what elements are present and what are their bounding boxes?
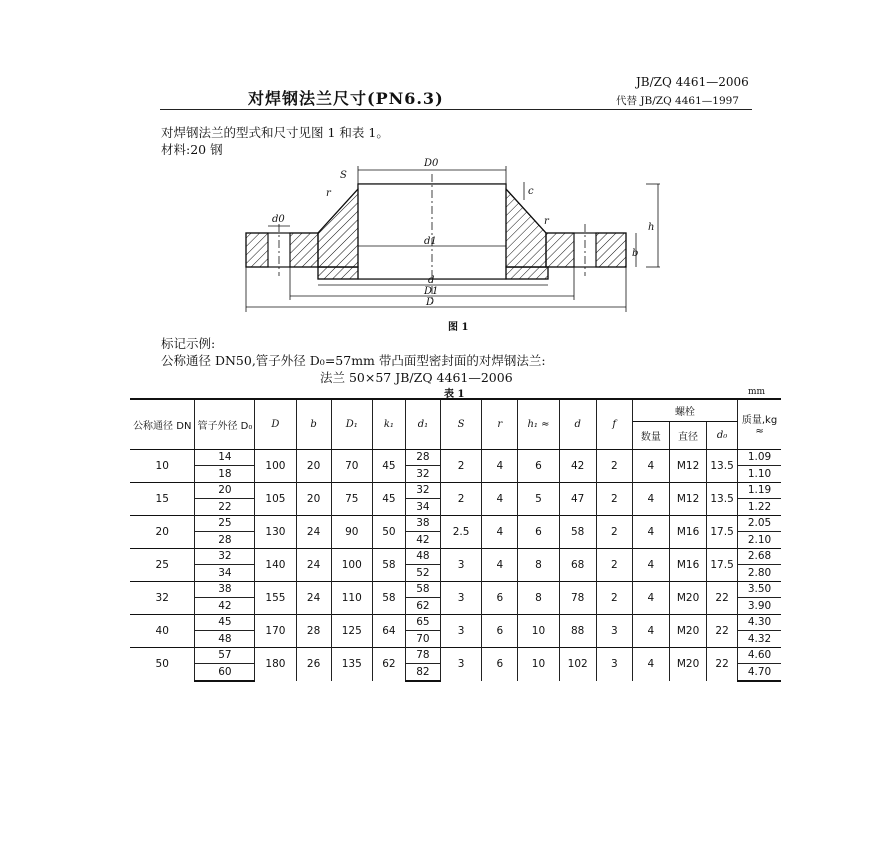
cell-pipe-od: 38 <box>195 581 255 598</box>
cell-pipe-od: 34 <box>195 565 255 582</box>
cell-bolt-count: 4 <box>632 548 669 581</box>
cell-dn: 32 <box>130 581 195 614</box>
label-D: D <box>426 297 435 308</box>
cell-r: 6 <box>482 614 518 647</box>
cell-k1: 58 <box>372 581 405 614</box>
cell-b: 26 <box>296 647 331 681</box>
table-row <box>130 515 781 532</box>
header-r: r <box>482 399 518 449</box>
header-d: d <box>559 399 596 449</box>
cell-pipe-od: 18 <box>195 466 255 483</box>
cell-bolt-count: 4 <box>632 449 669 482</box>
cell-d: 88 <box>559 614 596 647</box>
cell-k1: 45 <box>372 482 405 515</box>
cell-mass: 2.80 <box>738 565 781 582</box>
cell-dn: 15 <box>130 482 195 515</box>
cell-d1: 62 <box>405 598 440 615</box>
cell-d1: 32 <box>405 466 440 483</box>
cell-D: 100 <box>255 449 296 482</box>
table-row <box>130 581 781 598</box>
header-S: S <box>440 399 481 449</box>
cell-d: 47 <box>559 482 596 515</box>
cell-pipe-od: 28 <box>195 532 255 549</box>
label-d1: d1 <box>424 236 437 247</box>
marking-example: 公称通径 DN50,管子外径 D₀=57mm 带凸面型密封面的对焊钢法兰: <box>161 353 546 368</box>
cell-k1: 62 <box>372 647 405 681</box>
cell-bolt-count: 4 <box>632 482 669 515</box>
label-d0: d0 <box>272 214 285 225</box>
cell-pipe-od: 14 <box>195 449 255 466</box>
cell-D1: 75 <box>331 482 372 515</box>
cell-pipe-od: 20 <box>195 482 255 499</box>
header-D: D <box>255 399 296 449</box>
cell-f: 3 <box>596 614 632 647</box>
standard-number: JB/ZQ 4461—2006 <box>636 75 749 89</box>
cell-mass: 4.30 <box>738 614 781 631</box>
cell-pipe-od: 22 <box>195 499 255 516</box>
cell-bolt-count: 4 <box>632 515 669 548</box>
cell-r: 4 <box>482 515 518 548</box>
cell-D: 155 <box>255 581 296 614</box>
table-row <box>130 647 781 664</box>
cell-f: 2 <box>596 548 632 581</box>
cell-d: 58 <box>559 515 596 548</box>
flange-drawing <box>228 154 655 316</box>
cell-bolt-d0: 17.5 <box>707 548 738 581</box>
cell-S: 3 <box>440 548 481 581</box>
cell-r: 4 <box>482 449 518 482</box>
header-bolt-count: 数量 <box>632 421 669 449</box>
cell-dn: 20 <box>130 515 195 548</box>
cell-k1: 64 <box>372 614 405 647</box>
cell-f: 2 <box>596 449 632 482</box>
cell-h1: 5 <box>518 482 559 515</box>
cell-b: 24 <box>296 515 331 548</box>
cell-d1: 65 <box>405 614 440 631</box>
label-r-left: r <box>326 188 331 199</box>
dimension-table <box>130 398 781 682</box>
cell-D1: 135 <box>331 647 372 681</box>
cell-mass: 2.05 <box>738 515 781 532</box>
header-d1: d₁ <box>405 399 440 449</box>
marking-heading: 标记示例: <box>161 336 216 351</box>
cell-dn: 25 <box>130 548 195 581</box>
table-unit: mm <box>748 387 766 397</box>
cell-D1: 125 <box>331 614 372 647</box>
table-row <box>130 548 781 565</box>
cell-d: 102 <box>559 647 596 681</box>
header-bolt: 螺栓 <box>632 399 737 421</box>
cell-bolt-dia: M20 <box>669 581 706 614</box>
header-rule <box>160 109 752 110</box>
cell-mass: 2.68 <box>738 548 781 565</box>
label-b: b <box>632 248 639 259</box>
cell-pipe-od: 57 <box>195 647 255 664</box>
cell-mass: 4.70 <box>738 664 781 681</box>
cell-f: 3 <box>596 647 632 681</box>
cell-d: 78 <box>559 581 596 614</box>
cell-D1: 100 <box>331 548 372 581</box>
cell-pipe-od: 48 <box>195 631 255 648</box>
cell-D: 170 <box>255 614 296 647</box>
cell-pipe-od: 42 <box>195 598 255 615</box>
cell-D1: 70 <box>331 449 372 482</box>
cell-bolt-d0: 22 <box>707 647 738 681</box>
cell-d1: 52 <box>405 565 440 582</box>
header-bolt-dia: 直径 <box>669 421 706 449</box>
cell-d1: 82 <box>405 664 440 681</box>
cell-mass: 1.22 <box>738 499 781 516</box>
header-dn: 公称通径 DN <box>130 399 195 449</box>
cell-mass: 4.60 <box>738 647 781 664</box>
material-text: 材料:20 钢 <box>161 142 223 157</box>
header-pipe-od: 管子外径 D₀ <box>195 399 255 449</box>
label-c: c <box>528 186 534 197</box>
cell-r: 6 <box>482 647 518 681</box>
cell-bolt-dia: M20 <box>669 647 706 681</box>
cell-D1: 90 <box>331 515 372 548</box>
intro-text: 对焊钢法兰的型式和尺寸见图 1 和表 1。 <box>161 125 389 140</box>
cell-k1: 45 <box>372 449 405 482</box>
cell-d1: 38 <box>405 515 440 532</box>
header-mass: 质量,kg ≈ <box>738 399 781 449</box>
cell-d1: 34 <box>405 499 440 516</box>
cell-S: 2.5 <box>440 515 481 548</box>
cell-d1: 78 <box>405 647 440 664</box>
cell-bolt-d0: 22 <box>707 614 738 647</box>
cell-h1: 10 <box>518 647 559 681</box>
cell-d1: 32 <box>405 482 440 499</box>
cell-bolt-dia: M20 <box>669 614 706 647</box>
header-b: b <box>296 399 331 449</box>
cell-mass: 3.50 <box>738 581 781 598</box>
cell-d1: 70 <box>405 631 440 648</box>
table-row <box>130 614 781 631</box>
cell-d1: 42 <box>405 532 440 549</box>
cell-pipe-od: 60 <box>195 664 255 681</box>
cell-dn: 50 <box>130 647 195 681</box>
cell-D: 130 <box>255 515 296 548</box>
cell-h1: 6 <box>518 515 559 548</box>
header-k1: k₁ <box>372 399 405 449</box>
cell-mass: 4.32 <box>738 631 781 648</box>
figure-caption: 图 1 <box>448 322 469 333</box>
header-D1: D₁ <box>331 399 372 449</box>
marking-designation: 法兰 50×57 JB/ZQ 4461—2006 <box>320 370 513 385</box>
page-title: 对焊钢法兰尺寸(PN6.3) <box>248 89 444 108</box>
replaces-standard: 代替 JB/ZQ 4461—1997 <box>616 95 739 107</box>
cell-mass: 1.19 <box>738 482 781 499</box>
cell-mass: 1.09 <box>738 449 781 466</box>
table-row <box>130 482 781 499</box>
label-r-right: r <box>544 216 549 227</box>
cell-r: 4 <box>482 548 518 581</box>
cell-h1: 8 <box>518 548 559 581</box>
cell-k1: 50 <box>372 515 405 548</box>
label-D1: D1 <box>424 286 439 297</box>
table-row <box>130 449 781 466</box>
cell-D: 180 <box>255 647 296 681</box>
cell-bolt-dia: M16 <box>669 548 706 581</box>
cell-bolt-d0: 17.5 <box>707 515 738 548</box>
cell-bolt-count: 4 <box>632 647 669 681</box>
cell-pipe-od: 45 <box>195 614 255 631</box>
cell-b: 24 <box>296 581 331 614</box>
cell-dn: 40 <box>130 614 195 647</box>
cell-h1: 8 <box>518 581 559 614</box>
cell-bolt-dia: M16 <box>669 515 706 548</box>
header-h1: h₁ ≈ <box>518 399 559 449</box>
cell-S: 3 <box>440 614 481 647</box>
cell-mass: 2.10 <box>738 532 781 549</box>
cell-S: 3 <box>440 647 481 681</box>
cell-mass: 1.10 <box>738 466 781 483</box>
cell-r: 4 <box>482 482 518 515</box>
cell-k1: 58 <box>372 548 405 581</box>
cell-h1: 10 <box>518 614 559 647</box>
cell-bolt-dia: M12 <box>669 449 706 482</box>
cell-bolt-d0: 13.5 <box>707 449 738 482</box>
label-h: h <box>648 222 655 233</box>
label-D0: D0 <box>424 158 439 169</box>
cell-f: 2 <box>596 482 632 515</box>
label-d: d <box>428 275 435 286</box>
cell-D1: 110 <box>331 581 372 614</box>
cell-mass: 3.90 <box>738 598 781 615</box>
cell-h1: 6 <box>518 449 559 482</box>
cell-b: 20 <box>296 449 331 482</box>
cell-d: 68 <box>559 548 596 581</box>
cell-f: 2 <box>596 581 632 614</box>
header-bolt-d0: d₀ <box>707 421 738 449</box>
cell-S: 3 <box>440 581 481 614</box>
cell-pipe-od: 25 <box>195 515 255 532</box>
cell-b: 28 <box>296 614 331 647</box>
cell-S: 2 <box>440 482 481 515</box>
cell-f: 2 <box>596 515 632 548</box>
label-S: S <box>340 170 347 181</box>
cell-d1: 48 <box>405 548 440 565</box>
cell-bolt-d0: 22 <box>707 581 738 614</box>
cell-D: 140 <box>255 548 296 581</box>
cell-bolt-count: 4 <box>632 614 669 647</box>
cell-d1: 28 <box>405 449 440 466</box>
cell-pipe-od: 32 <box>195 548 255 565</box>
cell-r: 6 <box>482 581 518 614</box>
cell-b: 24 <box>296 548 331 581</box>
cell-b: 20 <box>296 482 331 515</box>
cell-d: 42 <box>559 449 596 482</box>
header-f: f <box>596 399 632 449</box>
cell-dn: 10 <box>130 449 195 482</box>
cell-bolt-count: 4 <box>632 581 669 614</box>
cell-bolt-dia: M12 <box>669 482 706 515</box>
cell-d1: 58 <box>405 581 440 598</box>
cell-bolt-d0: 13.5 <box>707 482 738 515</box>
cell-S: 2 <box>440 449 481 482</box>
cell-D: 105 <box>255 482 296 515</box>
table-caption: 表 1 <box>444 389 465 400</box>
